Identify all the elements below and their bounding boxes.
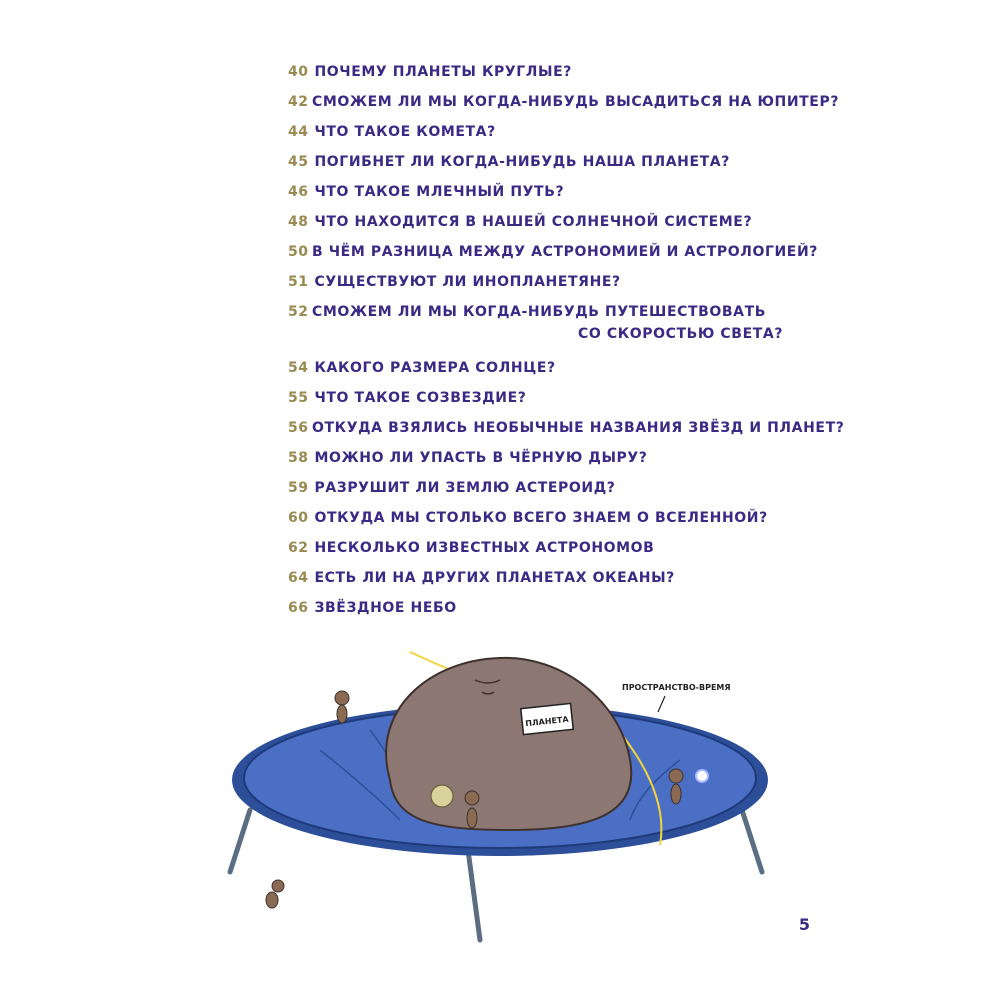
toc-entry[interactable] — [288, 124, 768, 154]
toc-page-number: 45 — [288, 154, 309, 170]
toc-title-continuation: СО СКОРОСТЬЮ СВЕТА? — [578, 326, 784, 342]
toc-entry[interactable] — [288, 304, 784, 360]
toc-entry[interactable] — [288, 214, 768, 244]
toc-entry[interactable] — [288, 244, 818, 274]
toc-page-number: 44 — [288, 124, 309, 140]
toc-page-number: 55 — [288, 390, 309, 406]
table-of-contents — [288, 64, 845, 630]
toc-entry[interactable] — [288, 450, 768, 480]
toc-title: ЧТО НАХОДИТСЯ В НАШЕЙ СОЛНЕЧНОЙ СИСТЕМЕ? — [314, 214, 753, 230]
spacetime-arrow — [658, 696, 665, 712]
toc-title-wrap — [312, 304, 783, 342]
toc-entry[interactable] — [288, 360, 768, 390]
toc-title: ОТКУДА ВЗЯЛИСЬ НЕОБЫЧНЫЕ НАЗВАНИЯ ЗВЁЗД И ПЛАНЕТ? — [312, 420, 845, 436]
toc-entry[interactable] — [288, 184, 768, 214]
toc-page-number: 48 — [288, 214, 309, 230]
toc-page-number: 40 — [288, 64, 309, 80]
page-number: 5 — [798, 915, 810, 934]
toc-page-number: 59 — [288, 480, 309, 496]
toc-title: В ЧЁМ РАЗНИЦА МЕЖДУ АСТРОНОМИЕЙ И АСТРОЛОГИЕЙ? — [312, 244, 818, 260]
toc-title: ЧТО ТАКОЕ СОЗВЕЗДИЕ? — [314, 390, 527, 406]
toc-entry[interactable] — [288, 390, 768, 420]
moon — [431, 785, 453, 807]
toc-page-number: 60 — [288, 510, 309, 526]
toc-title: СМОЖЕМ ЛИ МЫ КОГДА-НИБУДЬ ПУТЕШЕСТВОВАТЬ — [312, 304, 767, 320]
toc-page-number: 50 — [288, 244, 309, 260]
glowing-star — [696, 770, 708, 782]
toc-page-number: 56 — [288, 420, 309, 436]
toc-title: ПОЧЕМУ ПЛАНЕТЫ КРУГЛЫЕ? — [314, 64, 573, 80]
toc-title: РАЗРУШИТ ЛИ ЗЕМЛЮ АСТЕРОИД? — [314, 480, 616, 496]
toc-page-number: 51 — [288, 274, 309, 290]
toc-title: НЕСКОЛЬКО ИЗВЕСТНЫХ АСТРОНОМОВ — [314, 540, 655, 556]
toc-title: ЧТО ТАКОЕ КОМЕТА? — [314, 124, 496, 140]
toc-page-number: 46 — [288, 184, 309, 200]
toc-entry[interactable] — [288, 540, 768, 570]
toc-title: ЕСТЬ ЛИ НА ДРУГИХ ПЛАНЕТАХ ОКЕАНЫ? — [314, 570, 675, 586]
toc-title: МОЖНО ЛИ УПАСТЬ В ЧЁРНУЮ ДЫРУ? — [314, 450, 648, 466]
toc-entry[interactable] — [288, 510, 768, 540]
spacetime-label: ПРОСТРАНСТВО-ВРЕМЯ — [622, 683, 731, 692]
toc-entry[interactable] — [288, 274, 768, 304]
toc-page-number: 54 — [288, 360, 309, 376]
toc-title: СУЩЕСТВУЮТ ЛИ ИНОПЛАНЕТЯНЕ? — [314, 274, 621, 290]
toc-entry[interactable] — [288, 480, 768, 510]
toc-page-number: 58 — [288, 450, 309, 466]
toc-title: ЧТО ТАКОЕ МЛЕЧНЫЙ ПУТЬ? — [314, 184, 565, 200]
toc-entry[interactable] — [288, 154, 768, 184]
planet-blob — [386, 658, 631, 830]
toc-entry[interactable] — [288, 94, 840, 124]
toc-entry[interactable] — [288, 570, 768, 600]
toc-title: ЗВЁЗДНОЕ НЕБО — [314, 600, 457, 616]
toc-title: КАКОГО РАЗМЕРА СОЛНЦЕ? — [314, 360, 556, 376]
toc-page-number: 64 — [288, 570, 309, 586]
toc-page-number: 52 — [288, 304, 309, 320]
trampoline-illustration — [210, 640, 790, 950]
toc-entry[interactable] — [288, 420, 845, 450]
toc-entry[interactable] — [288, 64, 768, 94]
toc-page-number: 42 — [288, 94, 309, 110]
toc-title: ОТКУДА МЫ СТОЛЬКО ВСЕГО ЗНАЕМ О ВСЕЛЕННОЙ? — [314, 510, 768, 526]
toc-title: ПОГИБНЕТ ЛИ КОГДА-НИБУДЬ НАША ПЛАНЕТА? — [314, 154, 730, 170]
toc-page-number: 66 — [288, 600, 309, 616]
toc-entry[interactable] — [288, 600, 768, 630]
planet-sign-text: ПЛАНЕТА — [524, 714, 569, 729]
toc-page-number: 62 — [288, 540, 309, 556]
toc-title: СМОЖЕМ ЛИ МЫ КОГДА-НИБУДЬ ВЫСАДИТЬСЯ НА ЮПИТЕР? — [312, 94, 840, 110]
